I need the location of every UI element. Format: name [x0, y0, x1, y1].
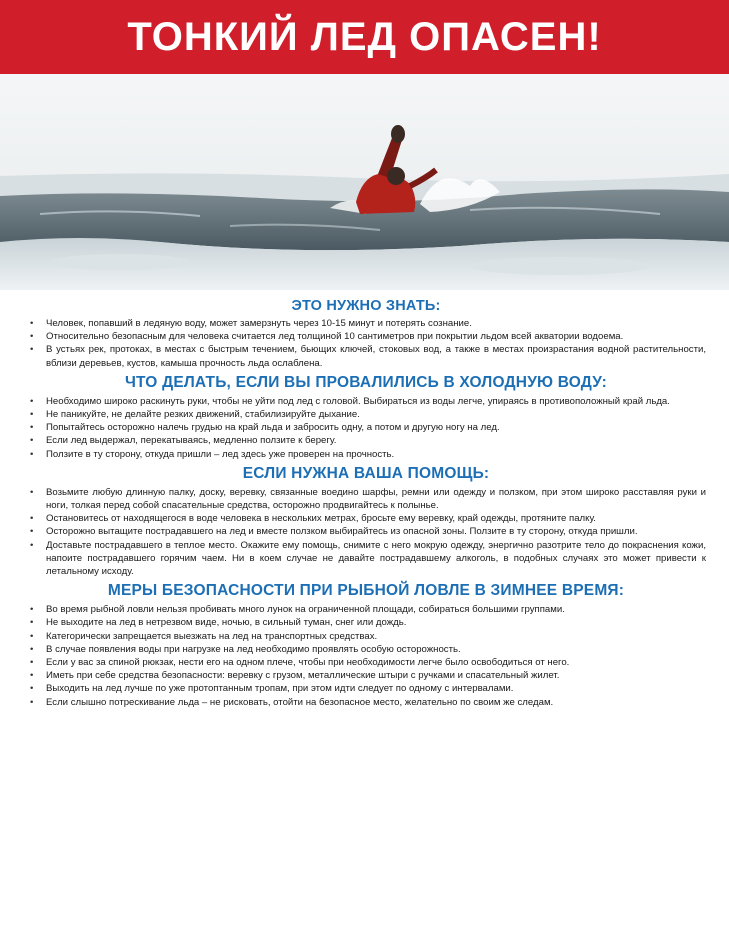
list-item: • Категорически запрещается выезжать на лед на транспортных средствах. [26, 630, 706, 643]
section-title-help: ЕСЛИ НУЖНА ВАША ПОМОЩЬ: [242, 464, 490, 482]
list-item: • В случае появления воды при нагрузке на лед необходимо проявлять особую осторожность. [26, 643, 706, 656]
section-fell-through [26, 374, 706, 461]
section-title-know: ЭТО НУЖНО ЗНАТЬ: [291, 298, 441, 314]
section-fishing [26, 582, 706, 709]
list-item: • Доставьте пострадавшего в теплое место. Окажите ему помощь, снимите с него мокрую одежду, энергично разотрите тело до покраснения кожи, напоите пострадавшего горячим чаем. Ни в коем случае не давайте пострадавшему алкоголь, в подобных случаях это может привести к летальному исходу. [26, 539, 706, 579]
photo-illustration [0, 74, 729, 290]
list-item: • Человек, попавший в ледяную воду, может замерзнуть через 10-15 минут и потерять сознание. [26, 317, 706, 330]
list-item: • Ползите в ту сторону, откуда пришли – лед здесь уже проверен на прочность. [26, 448, 706, 461]
list-item: • В устьях рек, протоках, в местах с быстрым течением, бьющих ключей, стоковых вод, а также в местах произрастания водной растительности, вблизи деревьев, кустов, камыша прочность льда ослаблена. [26, 343, 706, 369]
list-item: • Необходимо широко раскинуть руки, чтобы не уйти под лед с головой. Выбираться из воды легче, упираясь в противоположный край льда. [26, 395, 706, 408]
safety-content [26, 294, 706, 709]
section-help [26, 465, 706, 578]
list-item: • Выходить на лед лучше по уже протоптанным тропам, при этом идти следует по одному с интервалами. [26, 682, 706, 695]
section-know [26, 298, 706, 370]
list-item: • Не паникуйте, не делайте резких движений, стабилизируйте дыхание. [26, 408, 706, 421]
list-know [26, 317, 706, 370]
list-fishing [26, 603, 706, 709]
list-item: • Если слышно потрескивание льда – не рисковать, отойти на безопасное место, желательно по своим же следам. [26, 696, 706, 709]
list-item: • Иметь при себе средства безопасности: веревку с грузом, металлические штыри с ручками и спасательный жилет. [26, 669, 706, 682]
section-title-fell-through: ЧТО ДЕЛАТЬ, ЕСЛИ ВЫ ПРОВАЛИЛИСЬ В ХОЛОДНУЮ ВОДУ: [124, 373, 608, 391]
list-fell-through [26, 395, 706, 461]
ice-rescue-photo [0, 74, 729, 290]
list-item: • Возьмите любую длинную палку, доску, веревку, связанные воедино шарфы, ремни или одежду и ползком, при этом широко расставляя руки и ноги, толкая перед собой спасательные средства, осторожно продвигайтесь к полынье. [26, 486, 706, 512]
list-item: • Попытайтесь осторожно налечь грудью на край льда и забросить одну, а потом и другую ногу на лед. [26, 421, 706, 434]
title-banner [0, 0, 729, 74]
list-item: • Если у вас за спиной рюкзак, нести его на одном плече, чтобы при необходимости легче было освободиться от него. [26, 656, 706, 669]
list-help [26, 486, 706, 578]
section-title-fishing: МЕРЫ БЕЗОПАСНОСТИ ПРИ РЫБНОЙ ЛОВЛЕ В ЗИМНЕЕ ВРЕМЯ: [107, 582, 625, 600]
list-item: • Остановитесь от находящегося в воде человека в нескольких метрах, бросьте ему веревку, край одежды, протяните палку. [26, 512, 706, 525]
list-item: • Не выходите на лед в нетрезвом виде, ночью, в сильный туман, снег или дождь. [26, 616, 706, 629]
list-item: • Если лед выдержал, перекатываясь, медленно ползите к берегу. [26, 434, 706, 447]
list-item: • Во время рыбной ловли нельзя пробивать много лунок на ограниченной площади, собираться большими группами. [26, 603, 706, 616]
list-item: • Осторожно вытащите пострадавшего на лед и вместе ползком выбирайтесь из опасной зоны. Ползите в ту сторону, откуда пришли. [26, 525, 706, 538]
list-item: • Относительно безопасным для человека считается лед толщиной 10 сантиметров при покрытии льдом всей акватории водоема. [26, 330, 706, 343]
page-title: ТОНКИЙ ЛЕД ОПАСЕН! [127, 14, 602, 59]
